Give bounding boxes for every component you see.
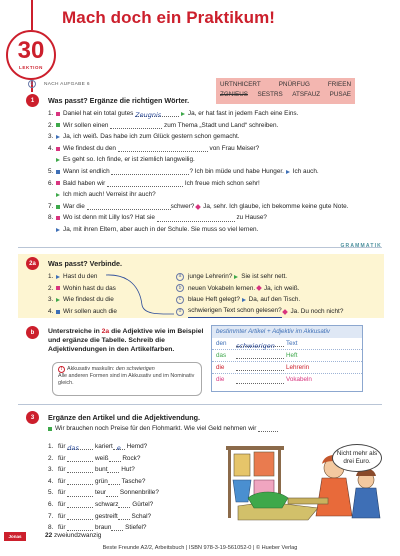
price-item: 7. für gestreift Schal?	[48, 512, 152, 520]
blue-triangle-icon	[242, 298, 246, 302]
price-item: 6. für schwarz Gürtel?	[48, 500, 154, 508]
exercise-2a-left	[48, 271, 117, 317]
answer-blank[interactable]	[87, 203, 171, 210]
green-triangle-icon	[56, 193, 60, 197]
exercise-2a-right	[176, 271, 343, 317]
match-left-item: 2. Wohin hast du das	[48, 284, 116, 292]
exercise-line: 6. Bald haben wir Ich freue mich schon sehr!	[48, 179, 260, 187]
article-blank[interactable]	[67, 524, 93, 531]
publisher-line: Beste Freunde A2/2, Arbeitsbuch | ISBN 978-3-19-561052-0 | © Hueber Verlag	[102, 545, 298, 551]
green-triangle-icon	[181, 112, 185, 116]
article-blank[interactable]	[67, 478, 93, 485]
exercise-3-items	[48, 441, 159, 534]
exercise-3-number: 3	[26, 411, 39, 424]
answer-blank[interactable]	[110, 122, 162, 129]
pink-square-icon	[56, 181, 60, 185]
blue-square-icon	[56, 310, 60, 314]
exercise-line: 2. Wir sollen einen zum Thema „Stadt und Land“ schreiben.	[48, 121, 279, 129]
exercise-line: 3. Ja, ich weiß. Das habe ich zum Glück gestern schon gemacht.	[48, 133, 240, 141]
article-blank[interactable]	[67, 490, 93, 497]
article-blank[interactable]	[67, 466, 93, 473]
lesson-label: LEKTION	[19, 65, 43, 70]
grammar-hint-box: ! Akkusativ maskulin: den schwierigen Alle anderen Formen sind im Akkusativ und im Nominativ gleich.	[52, 362, 202, 396]
green-triangle-icon	[234, 275, 238, 279]
grammatik-label: GRAMMATIK	[340, 243, 382, 249]
table-header: bestimmter Artikel + Adjektiv im Akkusativ	[212, 326, 362, 338]
exercise-3-title: Ergänze den Artikel und die Adjektivendung.	[48, 413, 201, 422]
match-right-item: d schwierigen Text schon gelesen? Ja. Du noch nicht?	[176, 306, 343, 318]
exercise-3-intro: Wir brauchen noch Preise für den Flohmarkt. Wie viel Geld nehmen wir	[48, 425, 278, 432]
exercise-1-number: 1	[26, 94, 39, 107]
ending-blank[interactable]	[118, 513, 130, 520]
exercise-1-title: Was passt? Ergänze die richtigen Wörter.	[48, 96, 190, 105]
footer-tab: Jonas	[4, 532, 26, 541]
task-reference	[28, 80, 90, 88]
answer-blank[interactable]	[236, 377, 284, 384]
match-left-item: 3. Wie findest du die	[48, 296, 114, 304]
adjective-table	[211, 325, 363, 392]
green-square-icon	[48, 427, 52, 431]
handwritten-answer: schwierigen	[236, 342, 275, 350]
price-item: 5. für teur Sonnenbrille?	[48, 489, 159, 497]
pink-square-icon	[56, 112, 60, 116]
exercise-line: Es geht so. Ich finde, er ist ziemlich langweilig.	[48, 154, 348, 166]
exercise-line: 7. War die schwer? Ja, sehr. Ich glaube, ich bekomme keine gute Note.	[48, 202, 349, 210]
blue-triangle-icon	[56, 275, 60, 279]
pink-square-icon	[56, 216, 60, 220]
price-item: 1. für das kariert e Hemd?	[48, 443, 148, 453]
answer-blank[interactable]	[107, 180, 183, 187]
handwritten-answer: Zeugnis	[135, 111, 162, 120]
exercise-2a-number: 2a	[26, 257, 39, 270]
ending-blank[interactable]	[106, 490, 118, 497]
ending-blank[interactable]	[113, 443, 125, 453]
word-row-2	[220, 90, 351, 100]
pink-diamond-icon	[195, 204, 201, 210]
scrambled-word: ATSFAUZ	[292, 91, 321, 98]
scrambled-word: URTNHICERT	[220, 81, 261, 88]
exercise-2a-title: Was passt? Verbinde.	[48, 259, 123, 268]
handwritten-answer: das	[67, 444, 79, 453]
exclamation-icon: !	[58, 366, 65, 373]
lesson-number: 30	[17, 37, 45, 64]
answer-blank[interactable]	[157, 215, 235, 222]
exercise-2b-number: b	[26, 326, 39, 339]
pink-diamond-icon	[256, 286, 262, 292]
answer-blank[interactable]	[236, 364, 284, 371]
answer-blank[interactable]	[111, 168, 189, 175]
exercise-line: 5. Wann ist endlich ? Ich bin müde und habe Hunger. Ich auch.	[48, 167, 319, 175]
section-divider	[18, 247, 382, 248]
match-right-item: b neuen Vokabeln lernen. Ja, ich weiß.	[176, 283, 343, 295]
page-number: 22 zweiundzwanzig	[45, 532, 102, 539]
answer-blank[interactable]	[236, 352, 284, 359]
page-title: Mach doch ein Praktikum!	[62, 8, 276, 27]
scrambled-word: PNÜRFUG	[278, 81, 310, 88]
article-blank[interactable]	[67, 501, 93, 508]
scrambled-word: FRIEEN	[327, 81, 351, 88]
green-triangle-icon	[56, 298, 60, 302]
scrambled-word-box	[216, 78, 355, 104]
exercise-line: Ich mich auch! Verreist ihr auch?	[48, 189, 348, 201]
blue-triangle-icon	[286, 170, 290, 174]
lesson-rule-top	[31, 0, 33, 30]
blue-triangle-icon	[56, 135, 60, 139]
ending-blank[interactable]	[109, 455, 121, 462]
task-ref-label: NACH AUFGABE 6	[44, 81, 90, 87]
pink-square-icon	[56, 147, 60, 151]
price-item: 8. für braun Stiefel?	[48, 524, 147, 532]
scrambled-word: PUSAE	[329, 91, 351, 98]
scrambled-word: SESTRS	[257, 91, 283, 98]
table-row: das Heft	[212, 350, 362, 362]
ending-blank[interactable]	[118, 501, 130, 508]
green-square-icon	[56, 205, 60, 209]
exercise-line: 8. Wo ist denn mit Lilly los? Hat sie zu Hause?	[48, 214, 267, 222]
ending-blank[interactable]	[107, 466, 119, 473]
price-item: 4. für grün Tasche?	[48, 477, 146, 485]
table-row: die Vokabeln	[216, 376, 312, 383]
match-right-item: c blaue Heft gelegt? Da, auf den Tisch.	[176, 294, 343, 306]
ending-blank[interactable]	[108, 478, 120, 485]
match-left-item: 1. Hast du den	[48, 273, 98, 280]
exercise-line: 1. Daniel hat ein total gutes Zeugnis Ja, er hat fast in jedem Fach eine Eins.	[48, 110, 299, 120]
answer-blank[interactable]	[258, 425, 278, 432]
green-square-icon	[56, 123, 60, 127]
exercise-2b-title: Unterstreiche in 2a die Adjektive wie im Beispiel und ergänze die Tabelle. Schreib die Adjektivendungen in den Artikelfarben.	[48, 328, 204, 353]
answer-blank[interactable]	[118, 145, 208, 152]
pink-square-icon	[56, 286, 60, 290]
green-triangle-icon	[56, 158, 60, 162]
match-right-item: a junge Lehrerin? Sie ist sehr nett.	[176, 271, 343, 283]
article-blank[interactable]	[67, 513, 93, 520]
pink-diamond-icon	[283, 309, 289, 315]
speech-bubble: Nicht mehr als drei Euro.	[332, 444, 382, 472]
table-row: die Lehrerin	[212, 362, 362, 374]
price-item: 3. für bunt Hut?	[48, 466, 135, 474]
exercise-line: 4. Wie findest du den von Frau Meiser?	[48, 144, 260, 152]
article-blank[interactable]	[67, 455, 93, 462]
exercise-1-lines	[48, 108, 348, 236]
task-circle: 6	[28, 80, 36, 88]
article-blank[interactable]	[67, 443, 93, 453]
section-divider	[18, 404, 382, 405]
handwritten-answer: e	[116, 444, 121, 453]
answer-blank[interactable]	[135, 110, 179, 120]
lesson-badge	[6, 30, 56, 80]
price-item: 2. für weiß Rock?	[48, 454, 141, 462]
table-row: den schwierigen Text	[212, 338, 362, 350]
exercise-line: Ja, mit ihren Eltern, aber auch in der Schule. Sie muss so viel lernen.	[48, 224, 348, 236]
blue-triangle-icon	[56, 228, 60, 232]
ending-blank[interactable]	[111, 524, 123, 531]
scrambled-word-used: ZGNIEUS	[220, 91, 248, 98]
blue-square-icon	[56, 170, 60, 174]
match-left-item: 4. Wir sollen auch die	[48, 307, 117, 315]
word-row-1	[220, 80, 351, 90]
